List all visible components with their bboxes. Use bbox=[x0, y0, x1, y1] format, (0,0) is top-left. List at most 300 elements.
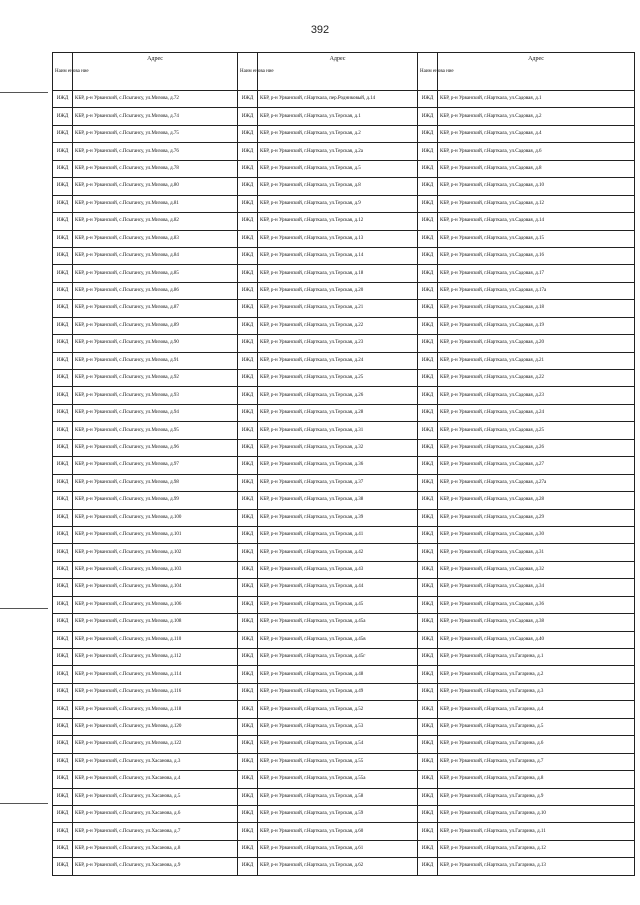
object-type-cell: ИЖД bbox=[53, 544, 73, 561]
object-type-cell: ИЖД bbox=[418, 561, 438, 578]
object-type-cell: ИЖД bbox=[238, 352, 258, 369]
object-type-cell: ИЖД bbox=[53, 509, 73, 526]
address-cell: КБР, р-н Урванский, г.Нарткала, ул.Гагарина, д.12 bbox=[438, 840, 635, 857]
object-type-cell: ИЖД bbox=[418, 422, 438, 439]
address-cell: КБР, р-н Урванский, г.Нарткала, ул.Садовая, д.2 bbox=[438, 108, 635, 125]
address-cell: КБР, р-н Урванский, г.Нарткала, ул.Садовая, д.14 bbox=[438, 213, 635, 230]
table-row bbox=[53, 108, 635, 125]
object-type-cell: ИЖД bbox=[53, 91, 73, 108]
object-type-cell: ИЖД bbox=[53, 805, 73, 822]
object-type-cell: ИЖД bbox=[418, 736, 438, 753]
table-row bbox=[53, 125, 635, 142]
object-type-cell: ИЖД bbox=[238, 160, 258, 177]
address-cell: КБР, р-н Урванский, г.Нарткала, ул.Садовая, д.26 bbox=[438, 439, 635, 456]
table-row bbox=[53, 143, 635, 160]
address-cell: КБР, р-н Урванский, с.Псыгансу, ул.Мизова, д.116 bbox=[73, 683, 238, 700]
address-cell: КБР, р-н Урванский, с.Псыгансу, ул.Мизова, д.92 bbox=[73, 370, 238, 387]
address-cell: КБР, р-н Урванский, с.Псыгансу, ул.Мизова, д.72 bbox=[73, 91, 238, 108]
object-type-cell: ИЖД bbox=[53, 247, 73, 264]
address-cell: КБР, р-н Урванский, г.Нарткала, ул.Садовая, д.18 bbox=[438, 300, 635, 317]
address-register bbox=[52, 52, 634, 876]
table-row bbox=[53, 300, 635, 317]
object-type-cell: ИЖД bbox=[238, 439, 258, 456]
object-type-cell: ИЖД bbox=[418, 213, 438, 230]
object-type-cell: ИЖД bbox=[238, 631, 258, 648]
object-type-cell: ИЖД bbox=[238, 370, 258, 387]
address-cell: КБР, р-н Урванский, с.Псыгансу, ул.Мизова, д.91 bbox=[73, 352, 238, 369]
address-cell: КБР, р-н Урванский, г.Нарткала, ул.Терская, д.21 bbox=[258, 300, 418, 317]
table-row bbox=[53, 771, 635, 788]
address-cell: КБР, р-н Урванский, с.Псыгансу, ул.Мизова, д.75 bbox=[73, 125, 238, 142]
object-type-cell: ИЖД bbox=[418, 439, 438, 456]
object-type-cell: ИЖД bbox=[418, 509, 438, 526]
address-cell: КБР, р-н Урванский, г.Нарткала, ул.Садовая, д.19 bbox=[438, 317, 635, 334]
address-cell: КБР, р-н Урванский, г.Нарткала, ул.Садовая, д.31 bbox=[438, 544, 635, 561]
table-row bbox=[53, 317, 635, 334]
object-type-cell: ИЖД bbox=[238, 840, 258, 857]
address-cell: КБР, р-н Урванский, г.Нарткала, ул.Терская, д.12 bbox=[258, 213, 418, 230]
table-row bbox=[53, 265, 635, 282]
object-type-cell: ИЖД bbox=[418, 352, 438, 369]
table-row bbox=[53, 614, 635, 631]
address-cell: КБР, р-н Урванский, г.Нарткала, ул.Гагарина, д.4 bbox=[438, 701, 635, 718]
address-cell: КБР, р-н Урванский, г.Нарткала, ул.Садовая, д.22 bbox=[438, 370, 635, 387]
object-type-cell: ИЖД bbox=[238, 666, 258, 683]
object-type-cell: ИЖД bbox=[53, 701, 73, 718]
object-type-cell: ИЖД bbox=[418, 771, 438, 788]
object-type-cell: ИЖД bbox=[238, 492, 258, 509]
header-kind: Наим енова ние bbox=[53, 53, 73, 91]
object-type-cell: ИЖД bbox=[53, 753, 73, 770]
address-cell: КБР, р-н Урванский, г.Нарткала, ул.Терская, д.61 bbox=[258, 840, 418, 857]
table-row bbox=[53, 666, 635, 683]
object-type-cell: ИЖД bbox=[53, 195, 73, 212]
object-type-cell: ИЖД bbox=[53, 823, 73, 840]
object-type-cell: ИЖД bbox=[238, 805, 258, 822]
address-cell: КБР, р-н Урванский, с.Псыгансу, ул.Мизова, д.106 bbox=[73, 596, 238, 613]
address-cell: КБР, р-н Урванский, с.Псыгансу, ул.Хасанова, д.4 bbox=[73, 771, 238, 788]
address-cell: КБР, р-н Урванский, г.Нарткала, ул.Садовая, д.8 bbox=[438, 160, 635, 177]
table-row bbox=[53, 596, 635, 613]
object-type-cell: ИЖД bbox=[418, 631, 438, 648]
address-cell: КБР, р-н Урванский, с.Псыгансу, ул.Мизова, д.87 bbox=[73, 300, 238, 317]
object-type-cell: ИЖД bbox=[53, 265, 73, 282]
address-cell: КБР, р-н Урванский, с.Псыгансу, ул.Мизова, д.102 bbox=[73, 544, 238, 561]
object-type-cell: ИЖД bbox=[238, 649, 258, 666]
object-type-cell: ИЖД bbox=[53, 596, 73, 613]
table-row bbox=[53, 544, 635, 561]
address-cell: КБР, р-н Урванский, г.Нарткала, ул.Терская, д.5 bbox=[258, 160, 418, 177]
address-cell: КБР, р-н Урванский, с.Псыгансу, ул.Мизова, д.101 bbox=[73, 526, 238, 543]
address-cell: КБР, р-н Урванский, с.Псыгансу, ул.Мизова, д.74 bbox=[73, 108, 238, 125]
object-type-cell: ИЖД bbox=[53, 579, 73, 596]
address-cell: КБР, р-н Урванский, г.Нарткала, ул.Терская, д.55 bbox=[258, 753, 418, 770]
object-type-cell: ИЖД bbox=[53, 282, 73, 299]
object-type-cell: ИЖД bbox=[53, 614, 73, 631]
address-cell: КБР, р-н Урванский, г.Нарткала, ул.Терская, д.55а bbox=[258, 771, 418, 788]
object-type-cell: ИЖД bbox=[238, 404, 258, 421]
object-type-cell: ИЖД bbox=[53, 317, 73, 334]
address-cell: КБР, р-н Урванский, г.Нарткала, ул.Терская, д.58 bbox=[258, 788, 418, 805]
address-cell: КБР, р-н Урванский, с.Псыгансу, ул.Мизова, д.90 bbox=[73, 335, 238, 352]
address-cell: КБР, р-н Урванский, г.Нарткала, ул.Терская, д.44 bbox=[258, 579, 418, 596]
table-row bbox=[53, 649, 635, 666]
table-row bbox=[53, 213, 635, 230]
address-cell: КБР, р-н Урванский, г.Нарткала, ул.Садовая, д.15 bbox=[438, 230, 635, 247]
object-type-cell: ИЖД bbox=[418, 125, 438, 142]
address-cell: КБР, р-н Урванский, с.Псыгансу, ул.Мизова, д.82 bbox=[73, 213, 238, 230]
object-type-cell: ИЖД bbox=[418, 701, 438, 718]
address-cell: КБР, р-н Урванский, с.Псыгансу, ул.Мизова, д.94 bbox=[73, 404, 238, 421]
address-cell: КБР, р-н Урванский, г.Нарткала, ул.Терская, д.43 bbox=[258, 561, 418, 578]
object-type-cell: ИЖД bbox=[53, 474, 73, 491]
address-cell: КБР, р-н Урванский, г.Нарткала, ул.Садовая, д.17а bbox=[438, 282, 635, 299]
address-cell: КБР, р-н Урванский, с.Псыгансу, ул.Мизова, д.84 bbox=[73, 247, 238, 264]
object-type-cell: ИЖД bbox=[53, 666, 73, 683]
address-cell: КБР, р-н Урванский, с.Псыгансу, ул.Хасанова, д.9 bbox=[73, 858, 238, 875]
address-cell: КБР, р-н Урванский, г.Нарткала, ул.Терская, д.24 bbox=[258, 352, 418, 369]
address-table bbox=[52, 52, 635, 876]
table-header-row bbox=[53, 53, 635, 91]
table-row bbox=[53, 753, 635, 770]
object-type-cell: ИЖД bbox=[53, 125, 73, 142]
address-cell: КБР, р-н Урванский, г.Нарткала, ул.Садовая, д.23 bbox=[438, 387, 635, 404]
object-type-cell: ИЖД bbox=[238, 282, 258, 299]
object-type-cell: ИЖД bbox=[418, 474, 438, 491]
address-cell: КБР, р-н Урванский, г.Нарткала, ул.Терская, д.41 bbox=[258, 526, 418, 543]
address-cell: КБР, р-н Урванский, г.Нарткала, ул.Садовая, д.16 bbox=[438, 247, 635, 264]
address-cell: КБР, р-н Урванский, г.Нарткала, ул.Терская, д.48 bbox=[258, 666, 418, 683]
object-type-cell: ИЖД bbox=[53, 683, 73, 700]
address-cell: КБР, р-н Урванский, г.Нарткала, ул.Терская, д.23 bbox=[258, 335, 418, 352]
address-cell: КБР, р-н Урванский, г.Нарткала, ул.Терская, д.31 bbox=[258, 422, 418, 439]
object-type-cell: ИЖД bbox=[418, 492, 438, 509]
address-cell: КБР, р-н Урванский, г.Нарткала, ул.Гагарина, д.8 bbox=[438, 771, 635, 788]
object-type-cell: ИЖД bbox=[418, 404, 438, 421]
page-number: 392 bbox=[310, 24, 330, 36]
object-type-cell: ИЖД bbox=[418, 335, 438, 352]
address-cell: КБР, р-н Урванский, г.Нарткала, ул.Терская, д.38 bbox=[258, 492, 418, 509]
table-row bbox=[53, 840, 635, 857]
table-row bbox=[53, 736, 635, 753]
address-cell: КБР, р-н Урванский, с.Псыгансу, ул.Мизова, д.96 bbox=[73, 439, 238, 456]
object-type-cell: ИЖД bbox=[418, 718, 438, 735]
object-type-cell: ИЖД bbox=[418, 666, 438, 683]
object-type-cell: ИЖД bbox=[238, 701, 258, 718]
table-row bbox=[53, 561, 635, 578]
address-cell: КБР, р-н Урванский, г.Нарткала, ул.Терская, д.13 bbox=[258, 230, 418, 247]
table-row bbox=[53, 178, 635, 195]
object-type-cell: ИЖД bbox=[418, 282, 438, 299]
margin-mark bbox=[0, 608, 48, 609]
object-type-cell: ИЖД bbox=[238, 544, 258, 561]
address-cell: КБР, р-н Урванский, г.Нарткала, ул.Гагарина, д.13 bbox=[438, 858, 635, 875]
object-type-cell: ИЖД bbox=[53, 300, 73, 317]
object-type-cell: ИЖД bbox=[418, 195, 438, 212]
object-type-cell: ИЖД bbox=[238, 788, 258, 805]
object-type-cell: ИЖД bbox=[53, 858, 73, 875]
address-cell: КБР, р-н Урванский, г.Нарткала, ул.Садовая, д.6 bbox=[438, 143, 635, 160]
object-type-cell: ИЖД bbox=[418, 247, 438, 264]
object-type-cell: ИЖД bbox=[53, 230, 73, 247]
address-cell: КБР, р-н Урванский, г.Нарткала, ул.Терская, д.20 bbox=[258, 282, 418, 299]
address-cell: КБР, р-н Урванский, с.Псыгансу, ул.Мизова, д.76 bbox=[73, 143, 238, 160]
object-type-cell: ИЖД bbox=[53, 404, 73, 421]
address-cell: КБР, р-н Урванский, г.Нарткала, ул.Гагарина, д.7 bbox=[438, 753, 635, 770]
object-type-cell: ИЖД bbox=[53, 422, 73, 439]
header-kind: Наим енова ние bbox=[418, 53, 438, 91]
address-cell: КБР, р-н Урванский, г.Нарткала, ул.Гагарина, д.6 bbox=[438, 736, 635, 753]
table-row bbox=[53, 474, 635, 491]
margin-mark bbox=[0, 803, 48, 804]
address-cell: КБР, р-н Урванский, г.Нарткала, ул.Терская, д.22 bbox=[258, 317, 418, 334]
object-type-cell: ИЖД bbox=[418, 300, 438, 317]
object-type-cell: ИЖД bbox=[53, 160, 73, 177]
table-row bbox=[53, 579, 635, 596]
address-cell: КБР, р-н Урванский, г.Нарткала, ул.Гагарина, д.5 bbox=[438, 718, 635, 735]
object-type-cell: ИЖД bbox=[418, 579, 438, 596]
object-type-cell: ИЖД bbox=[53, 840, 73, 857]
address-cell: КБР, р-н Урванский, с.Псыгансу, ул.Хасанова, д.6 bbox=[73, 805, 238, 822]
object-type-cell: ИЖД bbox=[418, 823, 438, 840]
object-type-cell: ИЖД bbox=[53, 143, 73, 160]
table-row bbox=[53, 858, 635, 875]
object-type-cell: ИЖД bbox=[238, 213, 258, 230]
object-type-cell: ИЖД bbox=[238, 91, 258, 108]
object-type-cell: ИЖД bbox=[418, 387, 438, 404]
address-cell: КБР, р-н Урванский, г.Нарткала, ул.Терская, д.54 bbox=[258, 736, 418, 753]
address-cell: КБР, р-н Урванский, г.Нарткала, ул.Терская, д.1 bbox=[258, 108, 418, 125]
address-cell: КБР, р-н Урванский, г.Нарткала, ул.Садовая, д.29 bbox=[438, 509, 635, 526]
address-cell: КБР, р-н Урванский, г.Нарткала, ул.Терская, д.25 bbox=[258, 370, 418, 387]
object-type-cell: ИЖД bbox=[418, 457, 438, 474]
object-type-cell: ИЖД bbox=[53, 561, 73, 578]
address-cell: КБР, р-н Урванский, г.Нарткала, ул.Садовая, д.27 bbox=[438, 457, 635, 474]
object-type-cell: ИЖД bbox=[418, 753, 438, 770]
header-address: Адрес bbox=[438, 53, 635, 91]
object-type-cell: ИЖД bbox=[238, 422, 258, 439]
object-type-cell: ИЖД bbox=[238, 265, 258, 282]
margin-mark bbox=[0, 92, 48, 93]
object-type-cell: ИЖД bbox=[238, 858, 258, 875]
header-address: Адрес bbox=[258, 53, 418, 91]
address-cell: КБР, р-н Урванский, г.Нарткала, ул.Терская, д.49 bbox=[258, 683, 418, 700]
object-type-cell: ИЖД bbox=[418, 858, 438, 875]
address-cell: КБР, р-н Урванский, г.Нарткала, ул.Терская, д.53 bbox=[258, 718, 418, 735]
address-cell: КБР, р-н Урванский, с.Псыгансу, ул.Мизова, д.95 bbox=[73, 422, 238, 439]
header-kind: Наим енова ние bbox=[238, 53, 258, 91]
object-type-cell: ИЖД bbox=[53, 457, 73, 474]
table-row bbox=[53, 631, 635, 648]
object-type-cell: ИЖД bbox=[238, 771, 258, 788]
table-row bbox=[53, 247, 635, 264]
address-cell: КБР, р-н Урванский, г.Нарткала, ул.Садовая, д.32 bbox=[438, 561, 635, 578]
table-row bbox=[53, 230, 635, 247]
object-type-cell: ИЖД bbox=[238, 230, 258, 247]
object-type-cell: ИЖД bbox=[53, 771, 73, 788]
address-cell: КБР, р-н Урванский, г.Нарткала, ул.Терская, д.45в bbox=[258, 631, 418, 648]
address-cell: КБР, р-н Урванский, г.Нарткала, ул.Гагарина, д.1 bbox=[438, 649, 635, 666]
object-type-cell: ИЖД bbox=[238, 683, 258, 700]
address-cell: КБР, р-н Урванский, г.Нарткала, ул.Терская, д.59 bbox=[258, 805, 418, 822]
table-row bbox=[53, 457, 635, 474]
address-cell: КБР, р-н Урванский, с.Псыгансу, ул.Хасанова, д.8 bbox=[73, 840, 238, 857]
object-type-cell: ИЖД bbox=[418, 649, 438, 666]
address-cell: КБР, р-н Урванский, с.Псыгансу, ул.Мизова, д.85 bbox=[73, 265, 238, 282]
object-type-cell: ИЖД bbox=[238, 247, 258, 264]
object-type-cell: ИЖД bbox=[418, 596, 438, 613]
object-type-cell: ИЖД bbox=[238, 753, 258, 770]
table-row bbox=[53, 422, 635, 439]
object-type-cell: ИЖД bbox=[53, 718, 73, 735]
object-type-cell: ИЖД bbox=[238, 335, 258, 352]
table-row bbox=[53, 526, 635, 543]
address-cell: КБР, р-н Урванский, г.Нарткала, ул.Садовая, д.40 bbox=[438, 631, 635, 648]
address-cell: КБР, р-н Урванский, г.Нарткала, ул.Терская, д.60 bbox=[258, 823, 418, 840]
object-type-cell: ИЖД bbox=[53, 649, 73, 666]
address-cell: КБР, р-н Урванский, г.Нарткала, ул.Терская, д.14 bbox=[258, 247, 418, 264]
address-cell: КБР, р-н Урванский, с.Псыгансу, ул.Мизова, д.98 bbox=[73, 474, 238, 491]
address-cell: КБР, р-н Урванский, г.Нарткала, ул.Садовая, д.27а bbox=[438, 474, 635, 491]
address-cell: КБР, р-н Урванский, г.Нарткала, ул.Садовая, д.34 bbox=[438, 579, 635, 596]
address-cell: КБР, р-н Урванский, г.Нарткала, ул.Садовая, д.25 bbox=[438, 422, 635, 439]
address-cell: КБР, р-н Урванский, с.Псыгансу, ул.Хасанова, д.5 bbox=[73, 788, 238, 805]
table-row bbox=[53, 352, 635, 369]
address-cell: КБР, р-н Урванский, г.Нарткала, ул.Гагарина, д.9 bbox=[438, 788, 635, 805]
address-cell: КБР, р-н Урванский, г.Нарткала, ул.Терская, д.39 bbox=[258, 509, 418, 526]
address-cell: КБР, р-н Урванский, с.Псыгансу, ул.Мизова, д.89 bbox=[73, 317, 238, 334]
object-type-cell: ИЖД bbox=[53, 370, 73, 387]
object-type-cell: ИЖД bbox=[418, 230, 438, 247]
object-type-cell: ИЖД bbox=[238, 143, 258, 160]
object-type-cell: ИЖД bbox=[238, 387, 258, 404]
object-type-cell: ИЖД bbox=[53, 387, 73, 404]
table-row bbox=[53, 439, 635, 456]
object-type-cell: ИЖД bbox=[418, 108, 438, 125]
address-cell: КБР, р-н Урванский, с.Псыгансу, ул.Мизова, д.97 bbox=[73, 457, 238, 474]
object-type-cell: ИЖД bbox=[418, 526, 438, 543]
address-cell: КБР, р-н Урванский, г.Нарткала, ул.Садовая, д.24 bbox=[438, 404, 635, 421]
address-cell: КБР, р-н Урванский, г.Нарткала, ул.Терская, д.26 bbox=[258, 387, 418, 404]
address-cell: КБР, р-н Урванский, г.Нарткала, ул.Терская, д.8 bbox=[258, 178, 418, 195]
object-type-cell: ИЖД bbox=[238, 457, 258, 474]
table-row bbox=[53, 509, 635, 526]
address-cell: КБР, р-н Урванский, г.Нарткала, ул.Садовая, д.1 bbox=[438, 91, 635, 108]
address-cell: КБР, р-н Урванский, г.Нарткала, ул.Садовая, д.36 bbox=[438, 596, 635, 613]
address-cell: КБР, р-н Урванский, г.Нарткала, ул.Садовая, д.30 bbox=[438, 526, 635, 543]
address-cell: КБР, р-н Урванский, с.Псыгансу, ул.Мизова, д.93 bbox=[73, 387, 238, 404]
address-cell: КБР, р-н Урванский, с.Псыгансу, ул.Мизова, д.103 bbox=[73, 561, 238, 578]
table-row bbox=[53, 387, 635, 404]
address-cell: КБР, р-н Урванский, с.Псыгансу, ул.Мизова, д.120 bbox=[73, 718, 238, 735]
object-type-cell: ИЖД bbox=[418, 683, 438, 700]
object-type-cell: ИЖД bbox=[418, 614, 438, 631]
address-cell: КБР, р-н Урванский, с.Псыгансу, ул.Мизова, д.112 bbox=[73, 649, 238, 666]
table-row bbox=[53, 683, 635, 700]
object-type-cell: ИЖД bbox=[238, 579, 258, 596]
object-type-cell: ИЖД bbox=[238, 526, 258, 543]
address-cell: КБР, р-н Урванский, с.Псыгансу, ул.Мизова, д.104 bbox=[73, 579, 238, 596]
address-cell: КБР, р-н Урванский, с.Псыгансу, ул.Мизова, д.110 bbox=[73, 631, 238, 648]
address-cell: КБР, р-н Урванский, г.Нарткала, ул.Терская, д.52 bbox=[258, 701, 418, 718]
table-row bbox=[53, 805, 635, 822]
address-cell: КБР, р-н Урванский, г.Нарткала, ул.Гагарина, д.11 bbox=[438, 823, 635, 840]
address-cell: КБР, р-н Урванский, г.Нарткала, ул.Терская, д.42 bbox=[258, 544, 418, 561]
object-type-cell: ИЖД bbox=[238, 614, 258, 631]
object-type-cell: ИЖД bbox=[53, 736, 73, 753]
object-type-cell: ИЖД bbox=[53, 492, 73, 509]
object-type-cell: ИЖД bbox=[53, 631, 73, 648]
object-type-cell: ИЖД bbox=[418, 788, 438, 805]
object-type-cell: ИЖД bbox=[53, 439, 73, 456]
object-type-cell: ИЖД bbox=[418, 91, 438, 108]
address-cell: КБР, р-н Урванский, с.Псыгансу, ул.Мизова, д.78 bbox=[73, 160, 238, 177]
address-cell: КБР, р-н Урванский, г.Нарткала, ул.Терская, д.28 bbox=[258, 404, 418, 421]
table-row bbox=[53, 91, 635, 108]
address-cell: КБР, р-н Урванский, г.Нарткала, ул.Терская, д.18 bbox=[258, 265, 418, 282]
table-row bbox=[53, 823, 635, 840]
object-type-cell: ИЖД bbox=[418, 370, 438, 387]
object-type-cell: ИЖД bbox=[238, 823, 258, 840]
address-cell: КБР, р-н Урванский, г.Нарткала, ул.Терская, д.45а bbox=[258, 614, 418, 631]
address-cell: КБР, р-н Урванский, г.Нарткала, ул.Терская, д.2а bbox=[258, 143, 418, 160]
address-cell: КБР, р-н Урванский, г.Нарткала, ул.Гагарина, д.2 bbox=[438, 666, 635, 683]
address-cell: КБР, р-н Урванский, г.Нарткала, ул.Гагарина, д.3 bbox=[438, 683, 635, 700]
object-type-cell: ИЖД bbox=[418, 840, 438, 857]
address-cell: КБР, р-н Урванский, г.Нарткала, ул.Терская, д.45 bbox=[258, 596, 418, 613]
table-row bbox=[53, 718, 635, 735]
object-type-cell: ИЖД bbox=[238, 195, 258, 212]
address-cell: КБР, р-н Урванский, г.Нарткала, ул.Терская, д.32 bbox=[258, 439, 418, 456]
object-type-cell: ИЖД bbox=[53, 526, 73, 543]
address-cell: КБР, р-н Урванский, г.Нарткала, ул.Терская, д.2 bbox=[258, 125, 418, 142]
table-row bbox=[53, 492, 635, 509]
address-cell: КБР, р-н Урванский, с.Псыгансу, ул.Мизова, д.108 bbox=[73, 614, 238, 631]
object-type-cell: ИЖД bbox=[418, 544, 438, 561]
table-row bbox=[53, 160, 635, 177]
address-cell: КБР, р-н Урванский, с.Псыгансу, ул.Мизова, д.100 bbox=[73, 509, 238, 526]
object-type-cell: ИЖД bbox=[238, 596, 258, 613]
object-type-cell: ИЖД bbox=[53, 108, 73, 125]
address-cell: КБР, р-н Урванский, г.Нарткала, ул.Садовая, д.20 bbox=[438, 335, 635, 352]
table-row bbox=[53, 282, 635, 299]
address-cell: КБР, р-н Урванский, г.Нарткала, ул.Терская, д.36 bbox=[258, 457, 418, 474]
object-type-cell: ИЖД bbox=[53, 352, 73, 369]
object-type-cell: ИЖД bbox=[238, 317, 258, 334]
address-cell: КБР, р-н Урванский, с.Псыгансу, ул.Мизова, д.86 bbox=[73, 282, 238, 299]
object-type-cell: ИЖД bbox=[53, 335, 73, 352]
object-type-cell: ИЖД bbox=[418, 143, 438, 160]
address-cell: КБР, р-н Урванский, с.Псыгансу, ул.Хасанова, д.7 bbox=[73, 823, 238, 840]
address-cell: КБР, р-н Урванский, с.Псыгансу, ул.Мизова, д.118 bbox=[73, 701, 238, 718]
address-cell: КБР, р-н Урванский, с.Псыгансу, ул.Мизова, д.99 bbox=[73, 492, 238, 509]
object-type-cell: ИЖД bbox=[238, 125, 258, 142]
object-type-cell: ИЖД bbox=[53, 788, 73, 805]
object-type-cell: ИЖД bbox=[53, 178, 73, 195]
address-cell: КБР, р-н Урванский, г.Нарткала, пер.Родниковый, д.14 bbox=[258, 91, 418, 108]
address-cell: КБР, р-н Урванский, с.Псыгансу, ул.Мизова, д.122 bbox=[73, 736, 238, 753]
object-type-cell: ИЖД bbox=[238, 474, 258, 491]
object-type-cell: ИЖД bbox=[238, 108, 258, 125]
address-cell: КБР, р-н Урванский, г.Нарткала, ул.Садовая, д.38 bbox=[438, 614, 635, 631]
address-cell: КБР, р-н Урванский, г.Нарткала, ул.Садовая, д.28 bbox=[438, 492, 635, 509]
table-row bbox=[53, 335, 635, 352]
address-cell: КБР, р-н Урванский, г.Нарткала, ул.Терская, д.9 bbox=[258, 195, 418, 212]
object-type-cell: ИЖД bbox=[418, 805, 438, 822]
table-row bbox=[53, 788, 635, 805]
table-row bbox=[53, 701, 635, 718]
object-type-cell: ИЖД bbox=[418, 160, 438, 177]
